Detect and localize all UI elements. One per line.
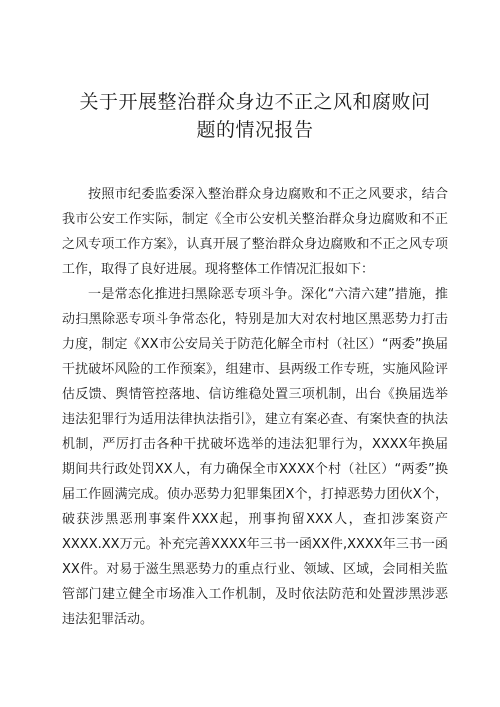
intro-paragraph: 按照市纪委监委深入整治群众身边腐败和不正之风要求，结合我市公安工作实际，制定《全市公安机关整治群众身边腐败和不正之风专项工作方案》，认真开展了整治群众身边腐败和不正之风专项工作，取得了良好进展。现将整体工作情况汇报如下： [62,187,448,277]
title-line-2: 题的情况报告 [196,119,314,141]
document-title [62,88,448,144]
title-line-1: 关于开展整治群众身边不正之风和腐败问 [79,91,431,113]
document-body [62,182,448,632]
section-one-paragraph: 一是常态化推进扫黑除恶专项斗争。深化“六清六建”措施，推动扫黑除恶专项斗争常态化，特别是加大对农村地区黑恶势力打击力度，制定《XX市公安局关于防范化解全市村（社区）“两委”换届干扰破坏风险的工作预案》，组建市、县两级工作专班，实施风险评估反馈、舆情管控落地、信访维稳处置三项机制，出台《换届选举违法犯罪行为适用法律执法指引》，建立有案必查、有案快查的执法机制，严厉打击各种干扰破坏选举的违法犯罪行为，XXXX年换届期间共行政处罚XX人，有力确保全市XXXX个村（社区）“两委”换届工作圆满完成。侦办恶势力犯罪集团X个，打掉恶势力团伙X个，破获涉黑恶刑事案件XXX起，刑事拘留XXX人，查扣涉案资产XXXX.XX万元。补充完善XXXX年三书一函XX件,XXXX年三书一函XX件。对易于滋生黑恶势力的重点行业、领域、区域，会同相关监管部门建立健全市场准入工作机制，及时依法防范和处置涉黑涉恶违法犯罪活动。 [62,287,448,627]
